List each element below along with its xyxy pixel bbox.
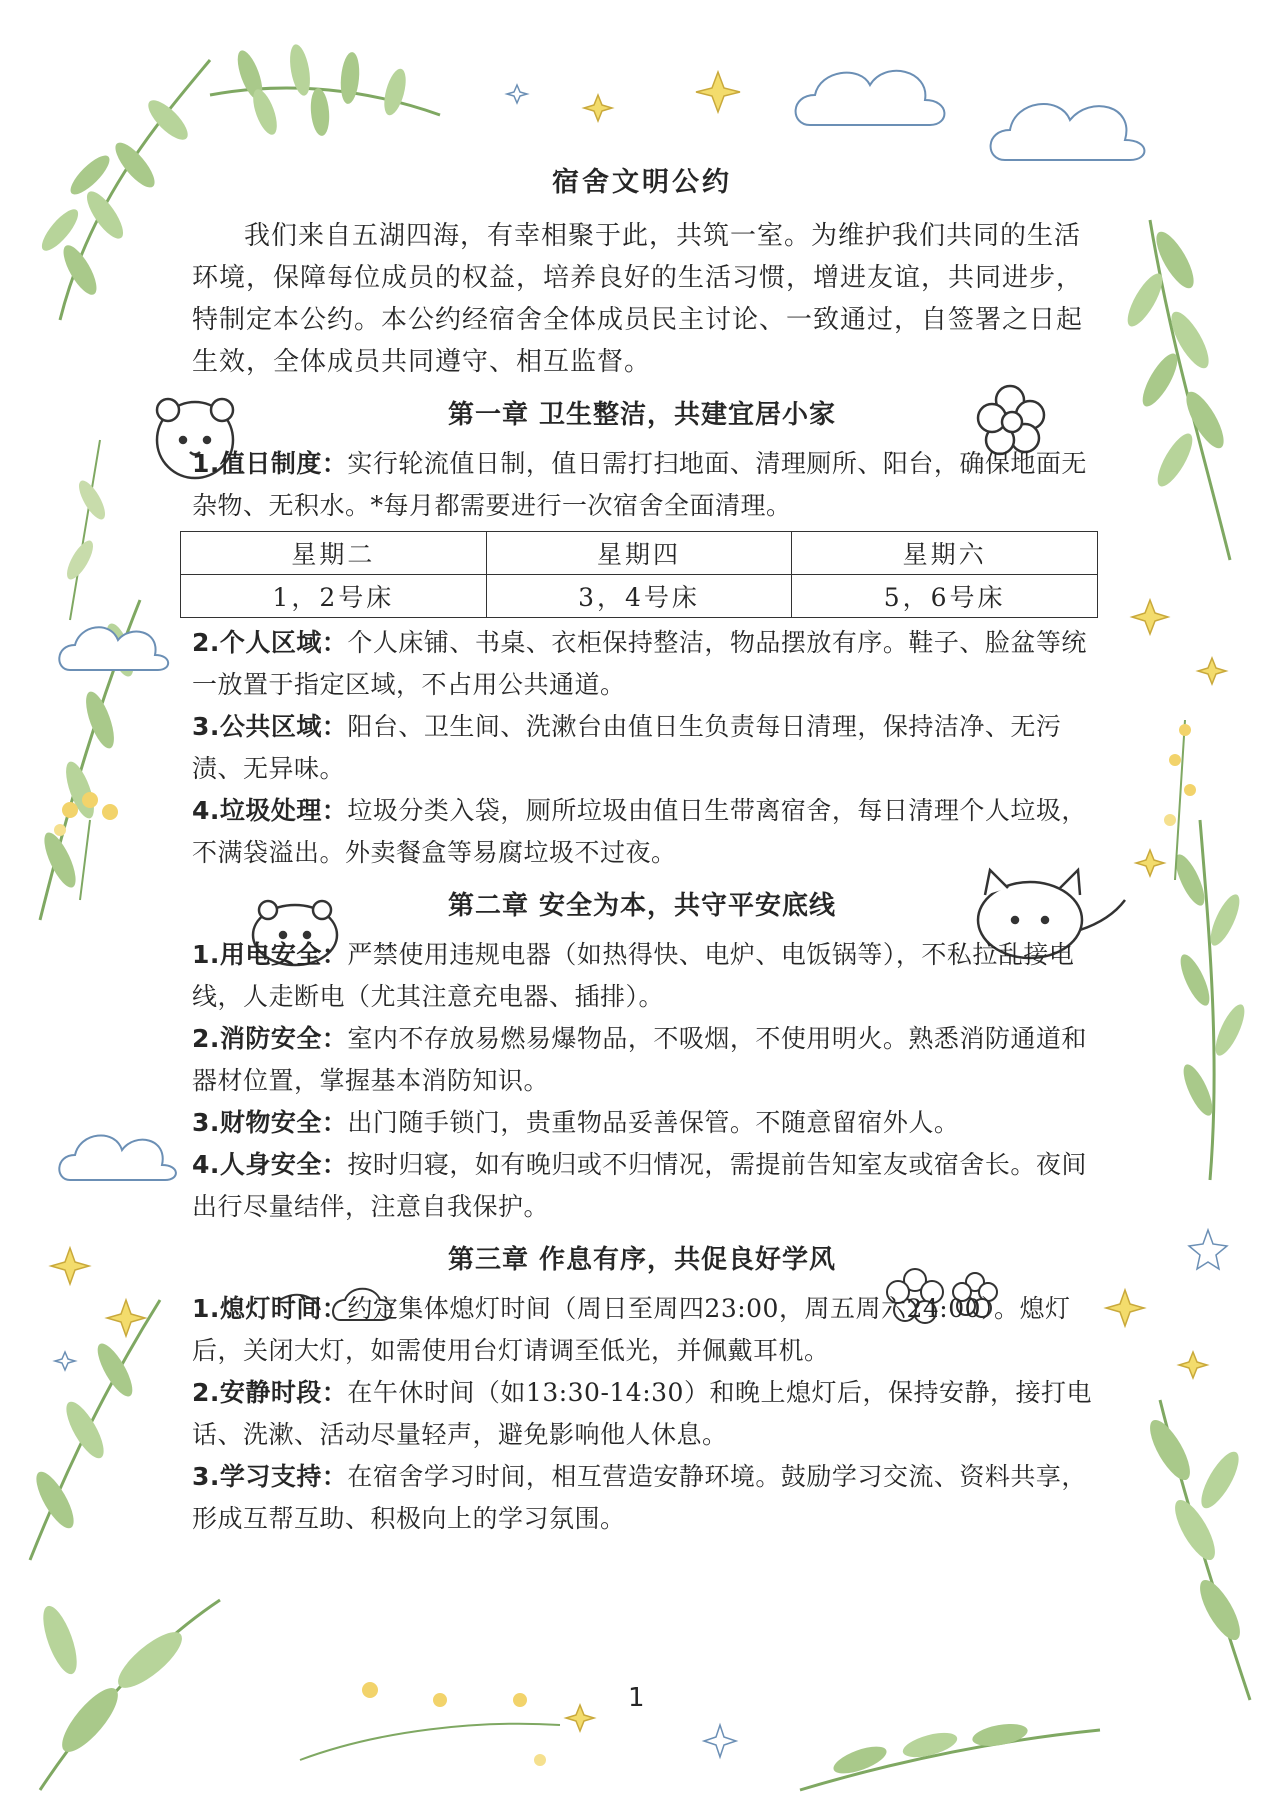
chapter-heading: 第三章 作息有序，共促良好学风 — [447, 1245, 837, 1275]
table-cell: 星期四 — [486, 532, 792, 575]
page-number: 1 — [628, 1683, 645, 1713]
duty-table — [180, 531, 1098, 618]
table-cell: 1，2号床 — [181, 575, 487, 618]
rule-item — [192, 1288, 1092, 1372]
rule-text: 按时归寝，如有晚归或不归情况，需提前告知室友或宿舍长。夜间出行尽量结伴，注意自我保护。 — [192, 1150, 1087, 1221]
rule-item — [192, 706, 1092, 790]
rule-item — [192, 1018, 1092, 1102]
rule-text: 约定集体熄灯时间（周日至周四23:00，周五周六24:00）。熄灯后，关闭大灯，如需使用台灯请调至低光，并佩戴耳机。 — [192, 1294, 1071, 1365]
rule-item — [192, 1144, 1092, 1228]
rule-label: 4.垃圾处理： — [192, 796, 348, 825]
rule-item — [192, 1372, 1092, 1456]
chapter-heading: 第一章 卫生整洁，共建宜居小家 — [447, 400, 837, 430]
rule-label: 1.熄灯时间： — [192, 1294, 348, 1323]
rule-text: 严禁使用违规电器（如热得快、电炉、电饭锅等），不私拉乱接电线，人走断电（尤其注意充电器、插排）。 — [192, 940, 1075, 1011]
cloud-icon — [991, 104, 1145, 160]
rule-text: 垃圾分类入袋，厕所垃圾由值日生带离宿舍，每日清理个人垃圾，不满袋溢出。外卖餐盒等易腐垃圾不过夜。 — [192, 796, 1087, 867]
rule-item — [192, 790, 1092, 874]
rule-label: 1.值日制度： — [192, 449, 348, 478]
table-cell: 星期二 — [181, 532, 487, 575]
rule-label: 2.消防安全： — [192, 1024, 348, 1053]
rule-item — [192, 1102, 1092, 1144]
rule-text: 出门随手锁门，贵重物品妥善保管。不随意留宿外人。 — [347, 1108, 960, 1137]
rule-text: 在午休时间（如13:30-14:30）和晚上熄灯后，保持安静，接打电话、洗漱、活动尽量轻声，避免影响他人休息。 — [192, 1378, 1092, 1449]
rule-label: 3.财物安全： — [192, 1108, 348, 1137]
table-row — [181, 532, 1098, 575]
rule-label: 2.个人区域： — [192, 628, 348, 657]
cloud-icon — [59, 627, 168, 670]
rule-item — [192, 1456, 1092, 1540]
page-title: 宿舍文明公约 — [552, 167, 732, 198]
table-cell: 3，4号床 — [486, 575, 792, 618]
rule-item — [192, 934, 1092, 1018]
table-row — [181, 575, 1098, 618]
bottom-flower-sprig — [300, 1682, 560, 1766]
intro-paragraph: 我们来自五湖四海，有幸相聚于此，共筑一室。为维护我们共同的生活环境，保障每位成员的权益，培养良好的生活习惯，增进友谊，共同进步，特制定本公约。本公约经宿舍全体成员民主讨论、一致通过，自签署之日起生效，全体成员共同遵守、相互监督。 — [192, 221, 1084, 377]
rule-text: 室内不存放易燃易爆物品，不吸烟，不使用明火。熟悉消防通道和器材位置，掌握基本消防知识。 — [192, 1024, 1087, 1095]
rule-item — [192, 443, 1092, 527]
rule-text: 个人床铺、书桌、衣柜保持整洁，物品摆放有序。鞋子、脸盆等统一放置于指定区域，不占用公共通道。 — [192, 628, 1087, 699]
cloud-icon — [59, 1135, 176, 1180]
cloud-icon — [796, 71, 945, 125]
rule-label: 3.学习支持： — [192, 1462, 348, 1491]
rule-text: 阳台、卫生间、洗漱台由值日生负责每日清理，保持洁净、无污渍、无异味。 — [192, 712, 1062, 783]
rule-item — [192, 622, 1092, 706]
rule-label: 2.安静时段： — [192, 1378, 348, 1407]
rule-label: 4.人身安全： — [192, 1150, 348, 1179]
document-body — [192, 160, 1092, 1540]
left-top-vine — [36, 60, 210, 320]
right-top-vine — [1121, 220, 1230, 560]
rule-label: 1.用电安全： — [192, 940, 348, 969]
top-vine — [210, 43, 440, 138]
right-mid-vine — [1170, 820, 1250, 1180]
rule-text: 实行轮流值日制，值日需打扫地面、清理厕所、阳台，确保地面无杂物、无积水。*每月都需要进行一次宿舍全面清理。 — [192, 449, 1087, 520]
rule-label: 3.公共区域： — [192, 712, 348, 741]
rule-text: 在宿舍学习时间，相互营造安静环境。鼓励学习交流、资料共享，形成互帮互助、积极向上的学习氛围。 — [192, 1462, 1087, 1533]
left-mid-vine — [38, 440, 140, 920]
table-cell: 5，6号床 — [792, 575, 1098, 618]
table-cell: 星期六 — [792, 532, 1098, 575]
chapter-heading: 第二章 安全为本，共守平安底线 — [447, 891, 837, 921]
